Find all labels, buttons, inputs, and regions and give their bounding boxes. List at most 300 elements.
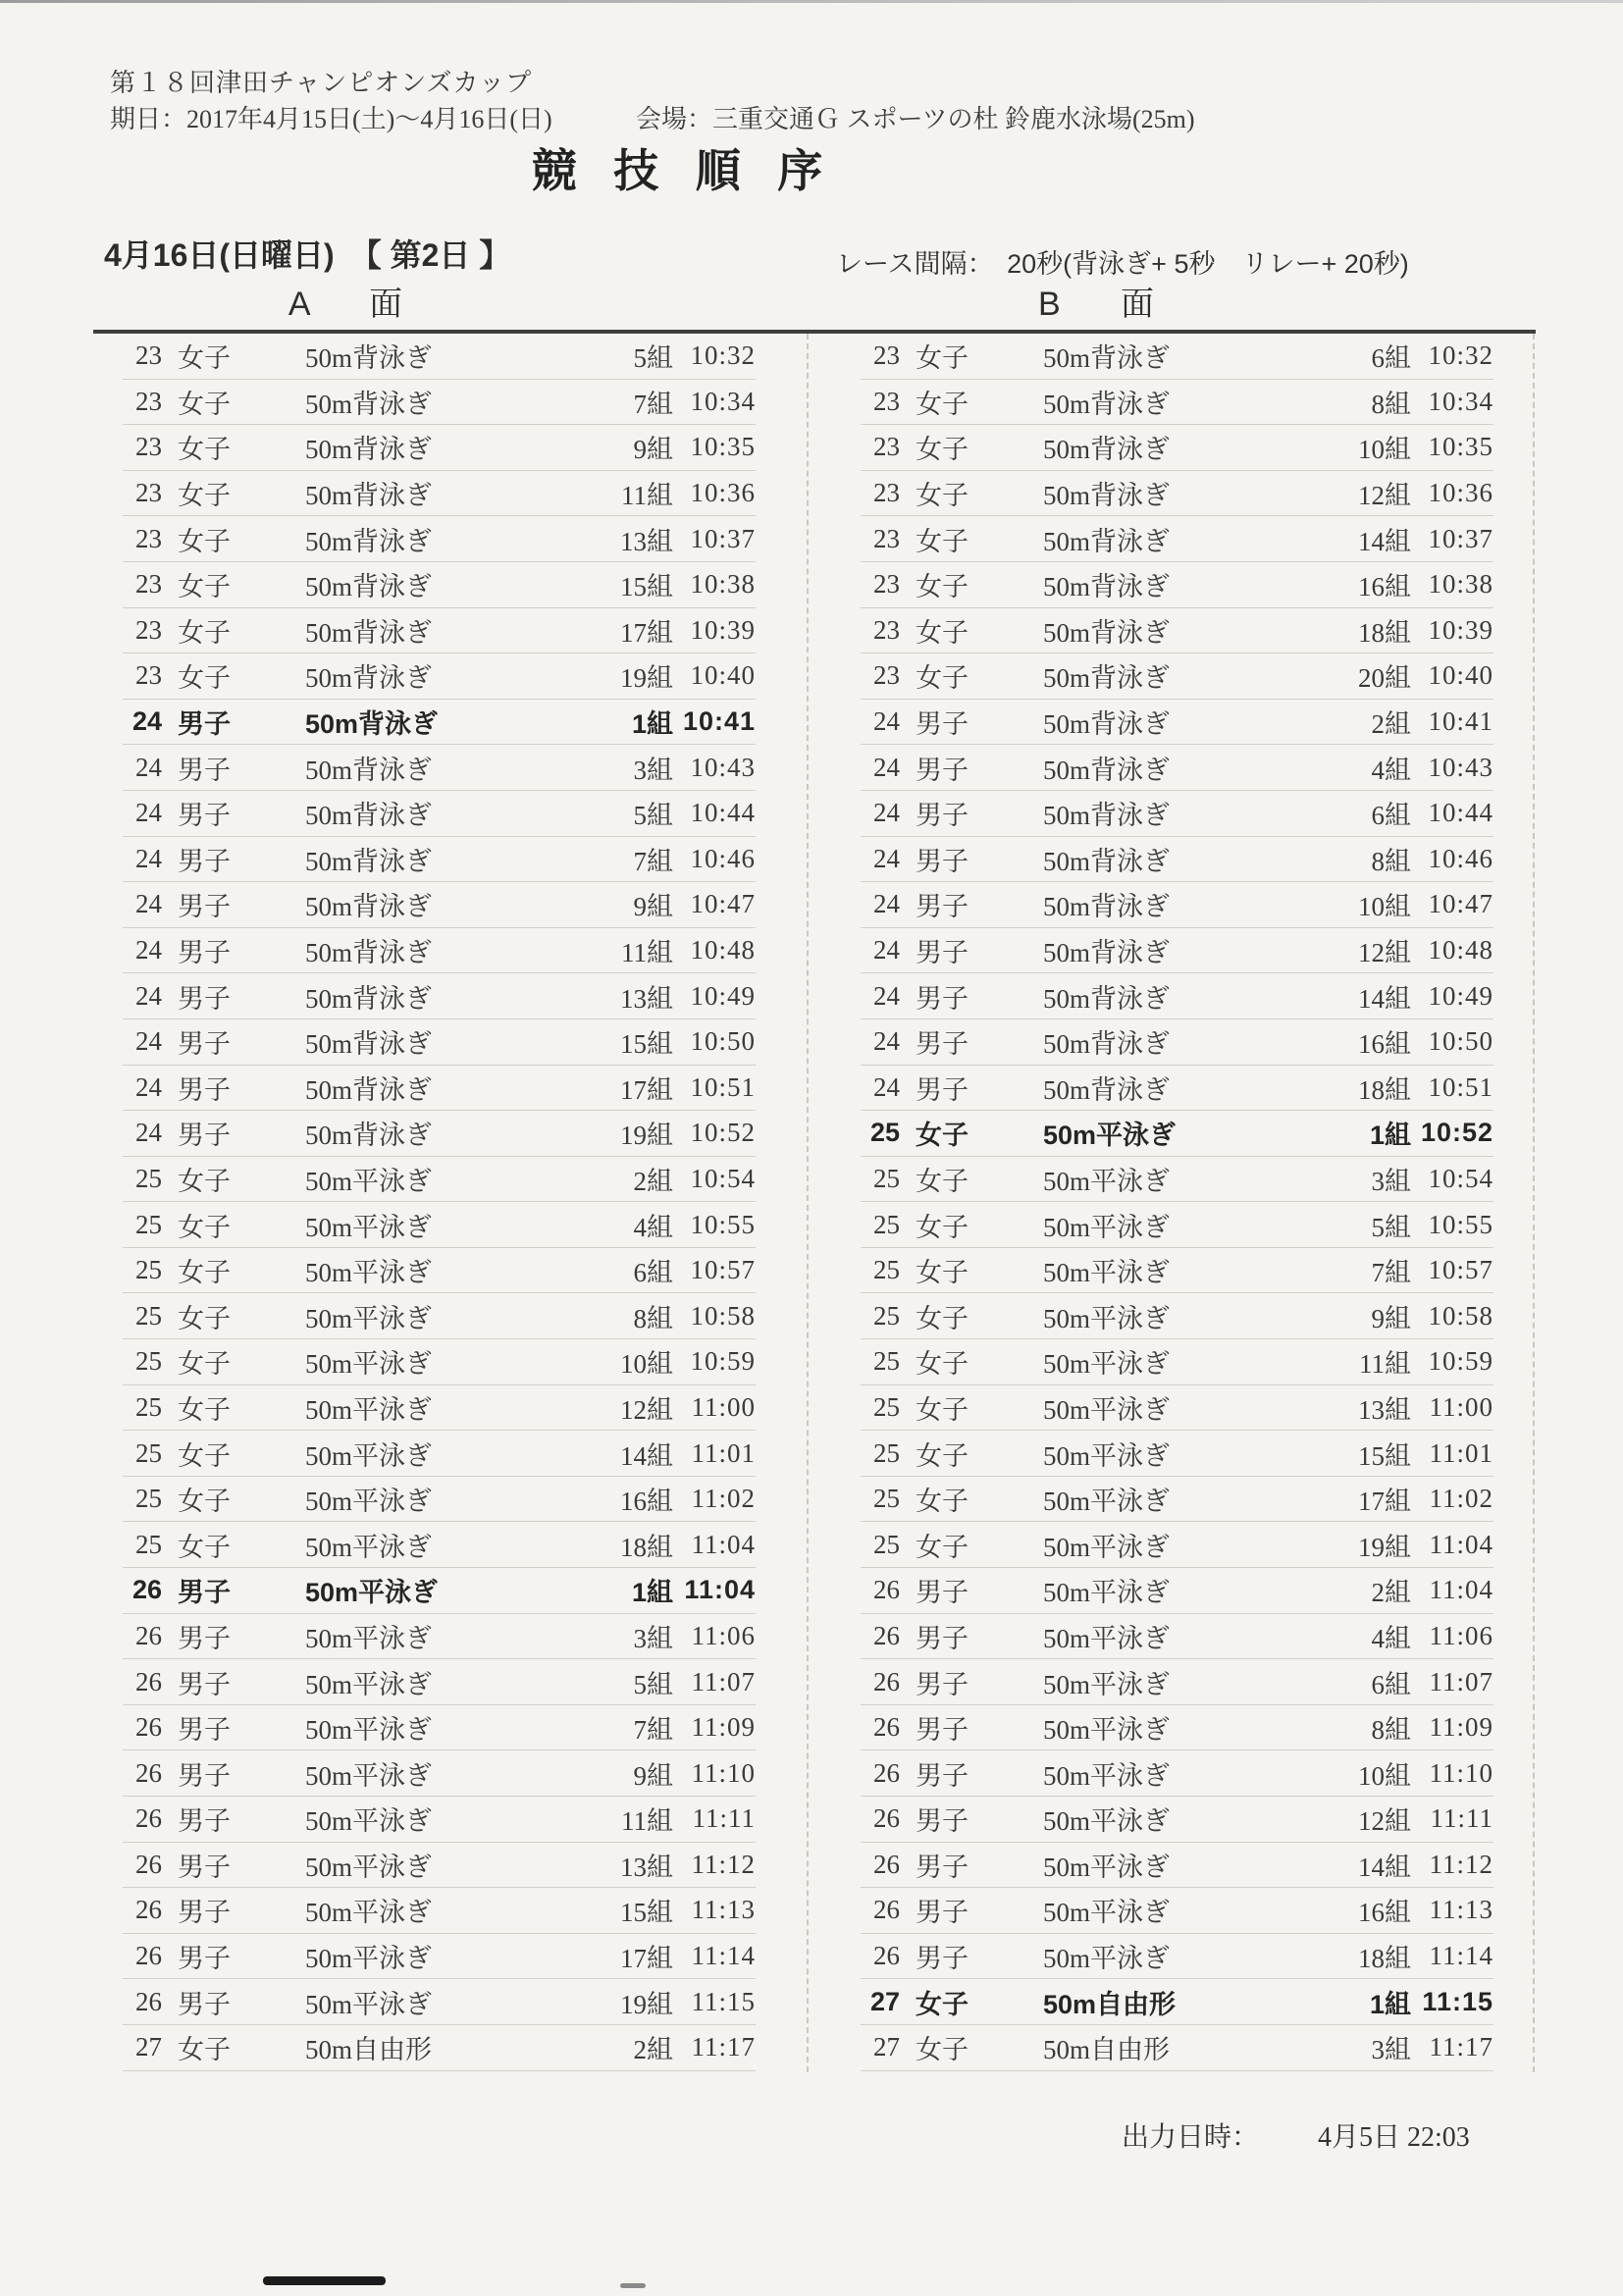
row-event-number: 26	[873, 1620, 900, 1650]
row-heat-number: 2組	[1371, 709, 1411, 740]
row-heat-number: 12組	[1358, 481, 1411, 511]
row-gender: 女子	[916, 1487, 969, 1517]
row-event-name: 50m平泳ぎ	[1043, 1440, 1171, 1471]
row-event-name: 50m平泳ぎ	[305, 1303, 433, 1333]
row-event-name: 50m背泳ぎ	[1043, 709, 1171, 740]
row-event-name: 50m平泳ぎ	[1043, 1806, 1171, 1837]
row-event-number: 26	[873, 1895, 900, 1925]
row-heat-number: 18組	[1358, 617, 1411, 648]
table-row	[861, 1614, 1493, 1660]
row-gender: 男子	[916, 801, 969, 831]
table-row	[861, 1750, 1493, 1797]
row-start-time: 10:46	[1428, 843, 1493, 873]
row-event-number: 26	[873, 1575, 900, 1605]
row-gender: 女子	[916, 1394, 969, 1425]
row-event-number: 26	[873, 1757, 900, 1788]
row-heat-number: 2組	[633, 2035, 673, 2065]
row-heat-number: 1組	[631, 1578, 673, 1608]
row-event-name: 50m平泳ぎ	[1043, 1303, 1171, 1333]
row-start-time: 10:35	[690, 432, 756, 462]
table-row	[123, 1750, 756, 1797]
row-gender: 男子	[916, 1074, 969, 1105]
row-event-name: 50m背泳ぎ	[1043, 617, 1171, 648]
row-heat-number: 2組	[1371, 1578, 1411, 1608]
row-event-number: 23	[873, 340, 900, 371]
row-heat-number: 16組	[620, 1487, 673, 1517]
table-row	[861, 1431, 1493, 1477]
table-row	[123, 334, 756, 380]
event-title: 第１８回津田チャンピオンズカップ	[110, 69, 533, 97]
day-label: 4月16日(日曜日) 【 第2日 】	[104, 237, 511, 273]
row-event-number: 23	[873, 386, 900, 416]
row-event-number: 25	[873, 1391, 900, 1422]
row-event-name: 50m背泳ぎ	[1043, 846, 1171, 876]
row-start-time: 10:55	[1428, 1209, 1493, 1239]
row-event-number: 27	[869, 1986, 900, 2016]
row-heat-number: 6組	[1371, 343, 1411, 374]
row-start-time: 10:36	[690, 478, 756, 508]
row-start-time: 11:15	[1422, 1986, 1493, 2016]
row-event-name: 50m平泳ぎ	[1043, 1121, 1177, 1151]
row-heat-number: 9組	[633, 435, 673, 465]
row-event-name: 50m背泳ぎ	[1043, 572, 1171, 602]
table-row	[123, 1705, 756, 1751]
table-row	[861, 700, 1493, 746]
row-heat-number: 1組	[1369, 1121, 1411, 1151]
row-start-time: 11:00	[1429, 1391, 1493, 1422]
table-row	[861, 425, 1493, 471]
row-heat-number: 8組	[1371, 846, 1411, 876]
row-start-time: 10:37	[1428, 523, 1493, 553]
table-row	[861, 608, 1493, 654]
row-heat-number: 10組	[620, 1349, 673, 1380]
row-gender: 男子	[178, 1806, 231, 1837]
row-gender: 女子	[178, 2035, 231, 2065]
table-row	[123, 1614, 756, 1660]
date-label: 期日：2017年4月15日(土)～4月16日(日)	[110, 105, 552, 133]
row-heat-number: 10組	[1358, 1760, 1411, 1791]
table-row	[123, 1568, 756, 1614]
table-row	[123, 471, 756, 517]
table-row	[123, 425, 756, 471]
row-gender: 女子	[178, 343, 231, 374]
row-heat-number: 13組	[620, 983, 673, 1014]
row-heat-number: 18組	[1358, 1944, 1411, 1974]
row-heat-number: 2組	[633, 1166, 673, 1196]
row-heat-number: 14組	[1358, 1852, 1411, 1882]
row-start-time: 10:40	[1428, 660, 1493, 691]
column-header-pool-a: A 面	[288, 286, 403, 323]
row-heat-number: 12組	[1358, 938, 1411, 968]
row-event-number: 25	[135, 1163, 162, 1193]
row-event-number: 25	[873, 1163, 900, 1193]
row-event-name: 50m平泳ぎ	[305, 1487, 433, 1517]
row-gender: 男子	[916, 755, 969, 785]
row-event-number: 25	[135, 1255, 162, 1285]
row-heat-number: 19組	[620, 1121, 673, 1151]
row-event-number: 26	[873, 1712, 900, 1743]
row-event-number: 23	[135, 523, 162, 553]
row-gender: 男子	[178, 1944, 231, 1974]
row-gender: 男子	[178, 1121, 231, 1151]
row-heat-number: 1組	[1369, 1989, 1411, 2019]
row-gender: 男子	[178, 1029, 231, 1060]
row-event-number: 25	[135, 1346, 162, 1377]
column-divider-a	[807, 334, 809, 2072]
row-event-name: 50m背泳ぎ	[305, 526, 433, 556]
row-start-time: 10:43	[690, 752, 756, 782]
row-event-name: 50m平泳ぎ	[1043, 1898, 1171, 1928]
row-event-number: 25	[869, 1118, 900, 1148]
row-gender: 女子	[916, 1532, 969, 1562]
row-event-number: 27	[135, 2032, 162, 2062]
table-row	[861, 1888, 1493, 1934]
table-row	[123, 380, 756, 426]
table-row	[861, 1477, 1493, 1523]
row-heat-number: 8組	[1371, 1715, 1411, 1746]
row-heat-number: 9組	[633, 1760, 673, 1791]
row-start-time: 10:40	[690, 660, 756, 691]
column-divider-b	[1533, 334, 1535, 2072]
table-row	[861, 1066, 1493, 1112]
row-start-time: 10:51	[690, 1071, 756, 1102]
row-event-name: 50m背泳ぎ	[1043, 983, 1171, 1014]
row-event-number: 24	[135, 843, 162, 873]
row-start-time: 10:34	[1428, 386, 1493, 416]
row-event-number: 23	[873, 614, 900, 645]
row-start-time: 10:50	[1428, 1026, 1493, 1057]
table-row	[123, 1385, 756, 1432]
row-event-name: 50m平泳ぎ	[305, 1623, 433, 1653]
row-event-number: 25	[873, 1484, 900, 1514]
row-gender: 女子	[916, 343, 969, 374]
row-heat-number: 11組	[621, 481, 673, 511]
row-heat-number: 3組	[633, 1623, 673, 1653]
row-heat-number: 6組	[633, 1258, 673, 1288]
row-start-time: 10:59	[690, 1346, 756, 1377]
row-event-name: 50m背泳ぎ	[1043, 892, 1171, 922]
row-gender: 女子	[178, 663, 231, 694]
row-event-name: 50m背泳ぎ	[1043, 663, 1171, 694]
row-gender: 男子	[178, 1989, 231, 2019]
table-row	[123, 1111, 756, 1157]
row-gender: 男子	[178, 801, 231, 831]
row-event-number: 23	[135, 478, 162, 508]
schedule-column-b	[831, 334, 1508, 2071]
row-event-name: 50m背泳ぎ	[1043, 481, 1171, 511]
row-event-name: 50m平泳ぎ	[1043, 1487, 1171, 1517]
row-start-time: 10:34	[690, 386, 756, 416]
row-start-time: 10:47	[1428, 889, 1493, 919]
row-start-time: 10:48	[690, 935, 756, 965]
row-gender: 男子	[916, 1715, 969, 1746]
row-start-time: 11:17	[1429, 2032, 1493, 2062]
row-gender: 女子	[916, 2035, 969, 2065]
row-event-number: 24	[135, 1118, 162, 1148]
row-event-number: 23	[873, 569, 900, 600]
row-event-name: 50m背泳ぎ	[305, 663, 433, 694]
row-event-number: 26	[135, 1620, 162, 1650]
row-gender: 男子	[916, 1029, 969, 1060]
row-heat-number: 11組	[621, 938, 673, 968]
row-heat-number: 12組	[1358, 1806, 1411, 1837]
row-event-number: 25	[135, 1391, 162, 1422]
row-gender: 女子	[916, 1989, 969, 2019]
row-event-name: 50m平泳ぎ	[1043, 1349, 1171, 1380]
row-event-number: 26	[135, 1666, 162, 1696]
row-start-time: 10:52	[690, 1118, 756, 1148]
row-event-name: 50m平泳ぎ	[1043, 1212, 1171, 1242]
table-row	[123, 2025, 756, 2071]
row-event-number: 23	[873, 478, 900, 508]
row-start-time: 10:41	[682, 706, 756, 737]
row-event-name: 50m背泳ぎ	[305, 343, 433, 374]
row-heat-number: 7組	[633, 389, 673, 419]
table-row	[123, 653, 756, 700]
venue-label: 会場：三重交通Ｇ スポーツの杜 鈴鹿水泳場(25m)	[636, 105, 1195, 133]
row-heat-number: 17組	[620, 1074, 673, 1105]
row-event-name: 50m平泳ぎ	[1043, 1760, 1171, 1791]
row-start-time: 11:13	[1429, 1895, 1493, 1925]
row-start-time: 10:44	[690, 798, 756, 828]
row-event-name: 50m背泳ぎ	[305, 846, 433, 876]
row-event-name: 50m背泳ぎ	[1043, 801, 1171, 831]
row-start-time: 11:04	[1429, 1575, 1493, 1605]
row-heat-number: 7組	[633, 846, 673, 876]
row-event-number: 24	[873, 980, 900, 1011]
row-heat-number: 8組	[633, 1303, 673, 1333]
row-start-time: 10:55	[690, 1209, 756, 1239]
row-start-time: 11:02	[1429, 1484, 1493, 1514]
row-start-time: 10:54	[1428, 1163, 1493, 1193]
row-event-number: 23	[135, 660, 162, 691]
row-event-name: 50m平泳ぎ	[1043, 1394, 1171, 1425]
row-event-name: 50m平泳ぎ	[305, 1989, 433, 2019]
row-heat-number: 13組	[620, 526, 673, 556]
row-heat-number: 19組	[620, 1989, 673, 2019]
row-start-time: 10:35	[1428, 432, 1493, 462]
table-row	[123, 1293, 756, 1339]
row-event-number: 24	[135, 1026, 162, 1057]
row-event-name: 50m背泳ぎ	[1043, 1029, 1171, 1060]
row-start-time: 10:57	[1428, 1255, 1493, 1285]
row-start-time: 11:04	[1429, 1529, 1493, 1559]
print-timestamp	[1122, 2115, 1470, 2155]
row-start-time: 10:46	[690, 843, 756, 873]
table-row	[861, 516, 1493, 562]
table-row	[123, 882, 756, 928]
row-heat-number: 19組	[620, 663, 673, 694]
table-row	[123, 516, 756, 562]
table-row	[861, 1843, 1493, 1889]
row-start-time: 10:59	[1428, 1346, 1493, 1377]
row-start-time: 10:58	[1428, 1300, 1493, 1331]
row-event-name: 50m平泳ぎ	[305, 1212, 433, 1242]
row-heat-number: 9組	[633, 892, 673, 922]
row-gender: 女子	[916, 572, 969, 602]
row-event-number: 24	[873, 1071, 900, 1102]
row-gender: 女子	[178, 617, 231, 648]
row-event-name: 50m背泳ぎ	[305, 1029, 433, 1060]
row-start-time: 11:09	[691, 1712, 756, 1743]
row-start-time: 11:01	[691, 1437, 756, 1468]
row-event-name: 50m背泳ぎ	[1043, 389, 1171, 419]
row-heat-number: 3組	[1371, 1166, 1411, 1196]
row-event-name: 50m平泳ぎ	[1043, 1532, 1171, 1562]
row-event-number: 25	[135, 1300, 162, 1331]
row-event-number: 27	[873, 2032, 900, 2062]
row-event-number: 24	[135, 1071, 162, 1102]
row-event-number: 24	[135, 798, 162, 828]
row-start-time: 10:38	[1428, 569, 1493, 600]
row-heat-number: 15組	[620, 1898, 673, 1928]
table-row	[861, 882, 1493, 928]
row-start-time: 10:47	[690, 889, 756, 919]
row-event-name: 50m平泳ぎ	[305, 1669, 433, 1699]
row-gender: 男子	[916, 846, 969, 876]
row-gender: 女子	[178, 1532, 231, 1562]
row-event-name: 50m平泳ぎ	[305, 1394, 433, 1425]
row-event-number: 24	[873, 1026, 900, 1057]
table-row	[861, 1019, 1493, 1066]
row-event-number: 24	[873, 935, 900, 965]
row-heat-number: 3組	[1371, 2035, 1411, 2065]
row-event-name: 50m平泳ぎ	[305, 1258, 433, 1288]
row-start-time: 11:01	[1429, 1437, 1493, 1468]
row-heat-number: 5組	[1371, 1212, 1411, 1242]
row-heat-number: 16組	[1358, 572, 1411, 602]
row-heat-number: 7組	[633, 1715, 673, 1746]
table-row	[861, 2025, 1493, 2071]
row-event-number: 23	[135, 569, 162, 600]
row-event-name: 50m自由形	[1043, 1989, 1177, 2019]
row-heat-number: 17組	[1358, 1487, 1411, 1517]
table-row	[861, 1248, 1493, 1294]
row-heat-number: 16組	[1358, 1898, 1411, 1928]
row-start-time: 11:07	[691, 1666, 756, 1696]
row-gender: 女子	[916, 1440, 969, 1471]
row-heat-number: 5組	[633, 343, 673, 374]
row-event-number: 26	[873, 1803, 900, 1834]
row-event-number: 24	[873, 706, 900, 737]
scan-artifact-bottom-dot	[620, 2283, 646, 2288]
row-event-name: 50m背泳ぎ	[305, 892, 433, 922]
row-event-name: 50m平泳ぎ	[305, 1349, 433, 1380]
table-row	[123, 1431, 756, 1477]
table-row	[861, 973, 1493, 1019]
row-start-time: 10:44	[1428, 798, 1493, 828]
row-gender: 女子	[916, 435, 969, 465]
table-row	[123, 1888, 756, 1934]
row-heat-number: 9組	[1371, 1303, 1411, 1333]
row-event-number: 26	[135, 1803, 162, 1834]
row-heat-number: 7組	[1371, 1258, 1411, 1288]
row-event-number: 23	[135, 340, 162, 371]
row-event-name: 50m背泳ぎ	[305, 709, 439, 740]
row-heat-number: 14組	[620, 1440, 673, 1471]
row-start-time: 11:02	[691, 1484, 756, 1514]
row-start-time: 10:41	[1428, 706, 1493, 737]
row-start-time: 11:07	[1429, 1666, 1493, 1696]
table-row	[123, 1019, 756, 1066]
row-heat-number: 13組	[620, 1852, 673, 1882]
row-gender: 男子	[178, 892, 231, 922]
table-row	[861, 1522, 1493, 1568]
row-heat-number: 10組	[1358, 435, 1411, 465]
row-event-number: 26	[873, 1849, 900, 1879]
row-event-name: 50m平泳ぎ	[305, 1578, 439, 1608]
row-gender: 男子	[178, 1578, 231, 1608]
row-event-number: 23	[873, 432, 900, 462]
row-event-number: 25	[135, 1437, 162, 1468]
row-start-time: 11:11	[1430, 1803, 1493, 1834]
row-start-time: 10:57	[690, 1255, 756, 1285]
table-row	[861, 1934, 1493, 1980]
table-row	[123, 973, 756, 1019]
table-row	[861, 471, 1493, 517]
row-gender: 男子	[178, 1898, 231, 1928]
row-gender: 女子	[178, 1303, 231, 1333]
row-event-name: 50m平泳ぎ	[1043, 1669, 1171, 1699]
race-interval-label: レース間隔： 20秒(背泳ぎ+ 5秒 リレー+ 20秒)	[836, 249, 1409, 279]
row-event-name: 50m背泳ぎ	[1043, 755, 1171, 785]
table-row	[123, 1477, 756, 1523]
row-event-number: 26	[135, 1849, 162, 1879]
row-start-time: 11:00	[691, 1391, 756, 1422]
row-event-number: 23	[135, 614, 162, 645]
row-event-number: 24	[131, 706, 162, 737]
table-row	[123, 837, 756, 883]
row-gender: 男子	[916, 1806, 969, 1837]
row-start-time: 10:51	[1428, 1071, 1493, 1102]
row-start-time: 10:39	[1428, 614, 1493, 645]
row-gender: 女子	[916, 481, 969, 511]
row-event-number: 26	[135, 1757, 162, 1788]
row-start-time: 11:17	[691, 2032, 756, 2062]
row-event-name: 50m自由形	[305, 2035, 433, 2065]
row-gender: 男子	[916, 1623, 969, 1653]
row-gender: 男子	[178, 1760, 231, 1791]
row-event-number: 25	[873, 1209, 900, 1239]
table-row	[861, 1385, 1493, 1432]
row-gender: 男子	[178, 846, 231, 876]
scan-artifact-bottom-dash	[263, 2276, 386, 2285]
row-event-name: 50m背泳ぎ	[305, 983, 433, 1014]
page-title: 競 技 順 序	[531, 146, 823, 196]
row-start-time: 11:11	[692, 1803, 756, 1834]
row-start-time: 11:15	[691, 1986, 756, 2016]
row-event-number: 26	[135, 1986, 162, 2016]
row-heat-number: 15組	[1358, 1440, 1411, 1471]
row-heat-number: 3組	[633, 755, 673, 785]
row-start-time: 11:14	[691, 1941, 756, 1971]
row-heat-number: 8組	[1371, 389, 1411, 419]
row-gender: 男子	[916, 1578, 969, 1608]
row-heat-number: 18組	[620, 1532, 673, 1562]
row-event-name: 50m自由形	[1043, 2035, 1171, 2065]
row-event-number: 25	[873, 1346, 900, 1377]
table-row	[123, 1934, 756, 1980]
row-start-time: 10:38	[690, 569, 756, 600]
row-event-name: 50m平泳ぎ	[305, 1944, 433, 1974]
table-row	[861, 791, 1493, 837]
row-start-time: 11:06	[691, 1620, 756, 1650]
row-event-number: 23	[873, 523, 900, 553]
row-gender: 男子	[916, 1852, 969, 1882]
row-gender: 男子	[916, 938, 969, 968]
row-event-name: 50m平泳ぎ	[1043, 1623, 1171, 1653]
row-heat-number: 6組	[1371, 1669, 1411, 1699]
